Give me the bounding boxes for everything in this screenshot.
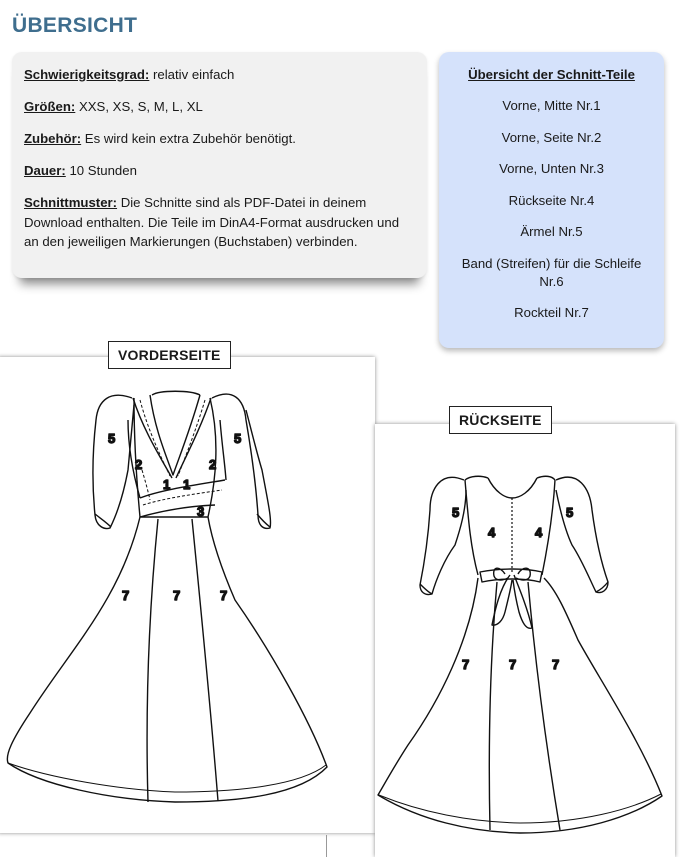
back-number-sleeve-left: 5 xyxy=(452,505,460,520)
part-item: Vorne, Seite Nr.2 xyxy=(501,129,602,145)
back-number-sleeve-right: 5 xyxy=(566,505,574,520)
sizes-value: XXS, XS, S, M, L, XL xyxy=(75,99,203,114)
front-number-skirt-left: 7 xyxy=(122,588,130,603)
back-number-skirt-right: 7 xyxy=(552,657,560,672)
accessories-label: Zubehör: xyxy=(24,131,82,146)
page-divider xyxy=(326,835,327,857)
front-number-sleeve-right: 5 xyxy=(234,431,242,446)
back-number-skirt-left: 7 xyxy=(462,657,470,672)
difficulty-line xyxy=(24,65,415,85)
sizes-line xyxy=(24,97,415,117)
front-number-center-left: 1 xyxy=(163,477,171,492)
back-dress-illustration xyxy=(375,424,675,857)
parts-title: Übersicht der Schnitt-Teile xyxy=(468,67,635,82)
part-item: Vorne, Mitte Nr.1 xyxy=(502,98,601,113)
duration-value: 10 Stunden xyxy=(65,163,137,178)
page-title: ÜBERSICHT xyxy=(12,14,138,37)
front-number-skirt-right: 7 xyxy=(220,588,228,603)
part-item: Band (Streifen) für die Schleife Nr.6 xyxy=(461,255,642,289)
pattern-label: Schnittmuster: xyxy=(24,195,118,210)
front-view-label: VORDERSEITE xyxy=(108,341,231,369)
front-number-center-right: 1 xyxy=(183,477,191,492)
front-number-skirt-center: 7 xyxy=(173,588,181,603)
duration-label: Dauer: xyxy=(24,163,66,178)
front-dress-illustration xyxy=(0,357,375,833)
accessories-line xyxy=(24,129,415,149)
difficulty-value: relativ einfach xyxy=(149,67,235,82)
front-number-waist: 3 xyxy=(197,504,205,519)
part-item: Rückseite Nr.4 xyxy=(508,192,595,208)
pattern-value: Die Schnitte sind als PDF-Datei in deinem Download enthalten. Die Teile im DinA4-Format ausdrucken und an den jeweiligen Markierungen (Buchstaben) verbinden. xyxy=(24,195,400,249)
accessories-value: Es wird kein extra Zubehör benötigt. xyxy=(81,131,296,146)
front-number-sleeve-left: 5 xyxy=(108,431,116,446)
parts-overview-card xyxy=(439,52,664,348)
part-item: Vorne, Unten Nr.3 xyxy=(499,161,604,176)
back-number-bodice-right: 4 xyxy=(535,525,543,540)
back-number-skirt-center: 7 xyxy=(509,657,517,672)
back-view-label: RÜCKSEITE xyxy=(449,406,552,434)
front-number-side-left: 2 xyxy=(135,457,143,472)
sizes-label: Größen: xyxy=(24,99,76,114)
back-number-bodice-left: 4 xyxy=(488,525,496,540)
duration-line xyxy=(24,161,415,181)
info-card xyxy=(12,52,427,278)
part-item: Ärmel Nr.5 xyxy=(520,224,583,239)
part-item: Rockteil Nr.7 xyxy=(514,305,589,320)
front-number-side-right: 2 xyxy=(209,457,217,472)
difficulty-label: Schwierigkeitsgrad: xyxy=(24,67,150,82)
pattern-line xyxy=(24,193,415,252)
